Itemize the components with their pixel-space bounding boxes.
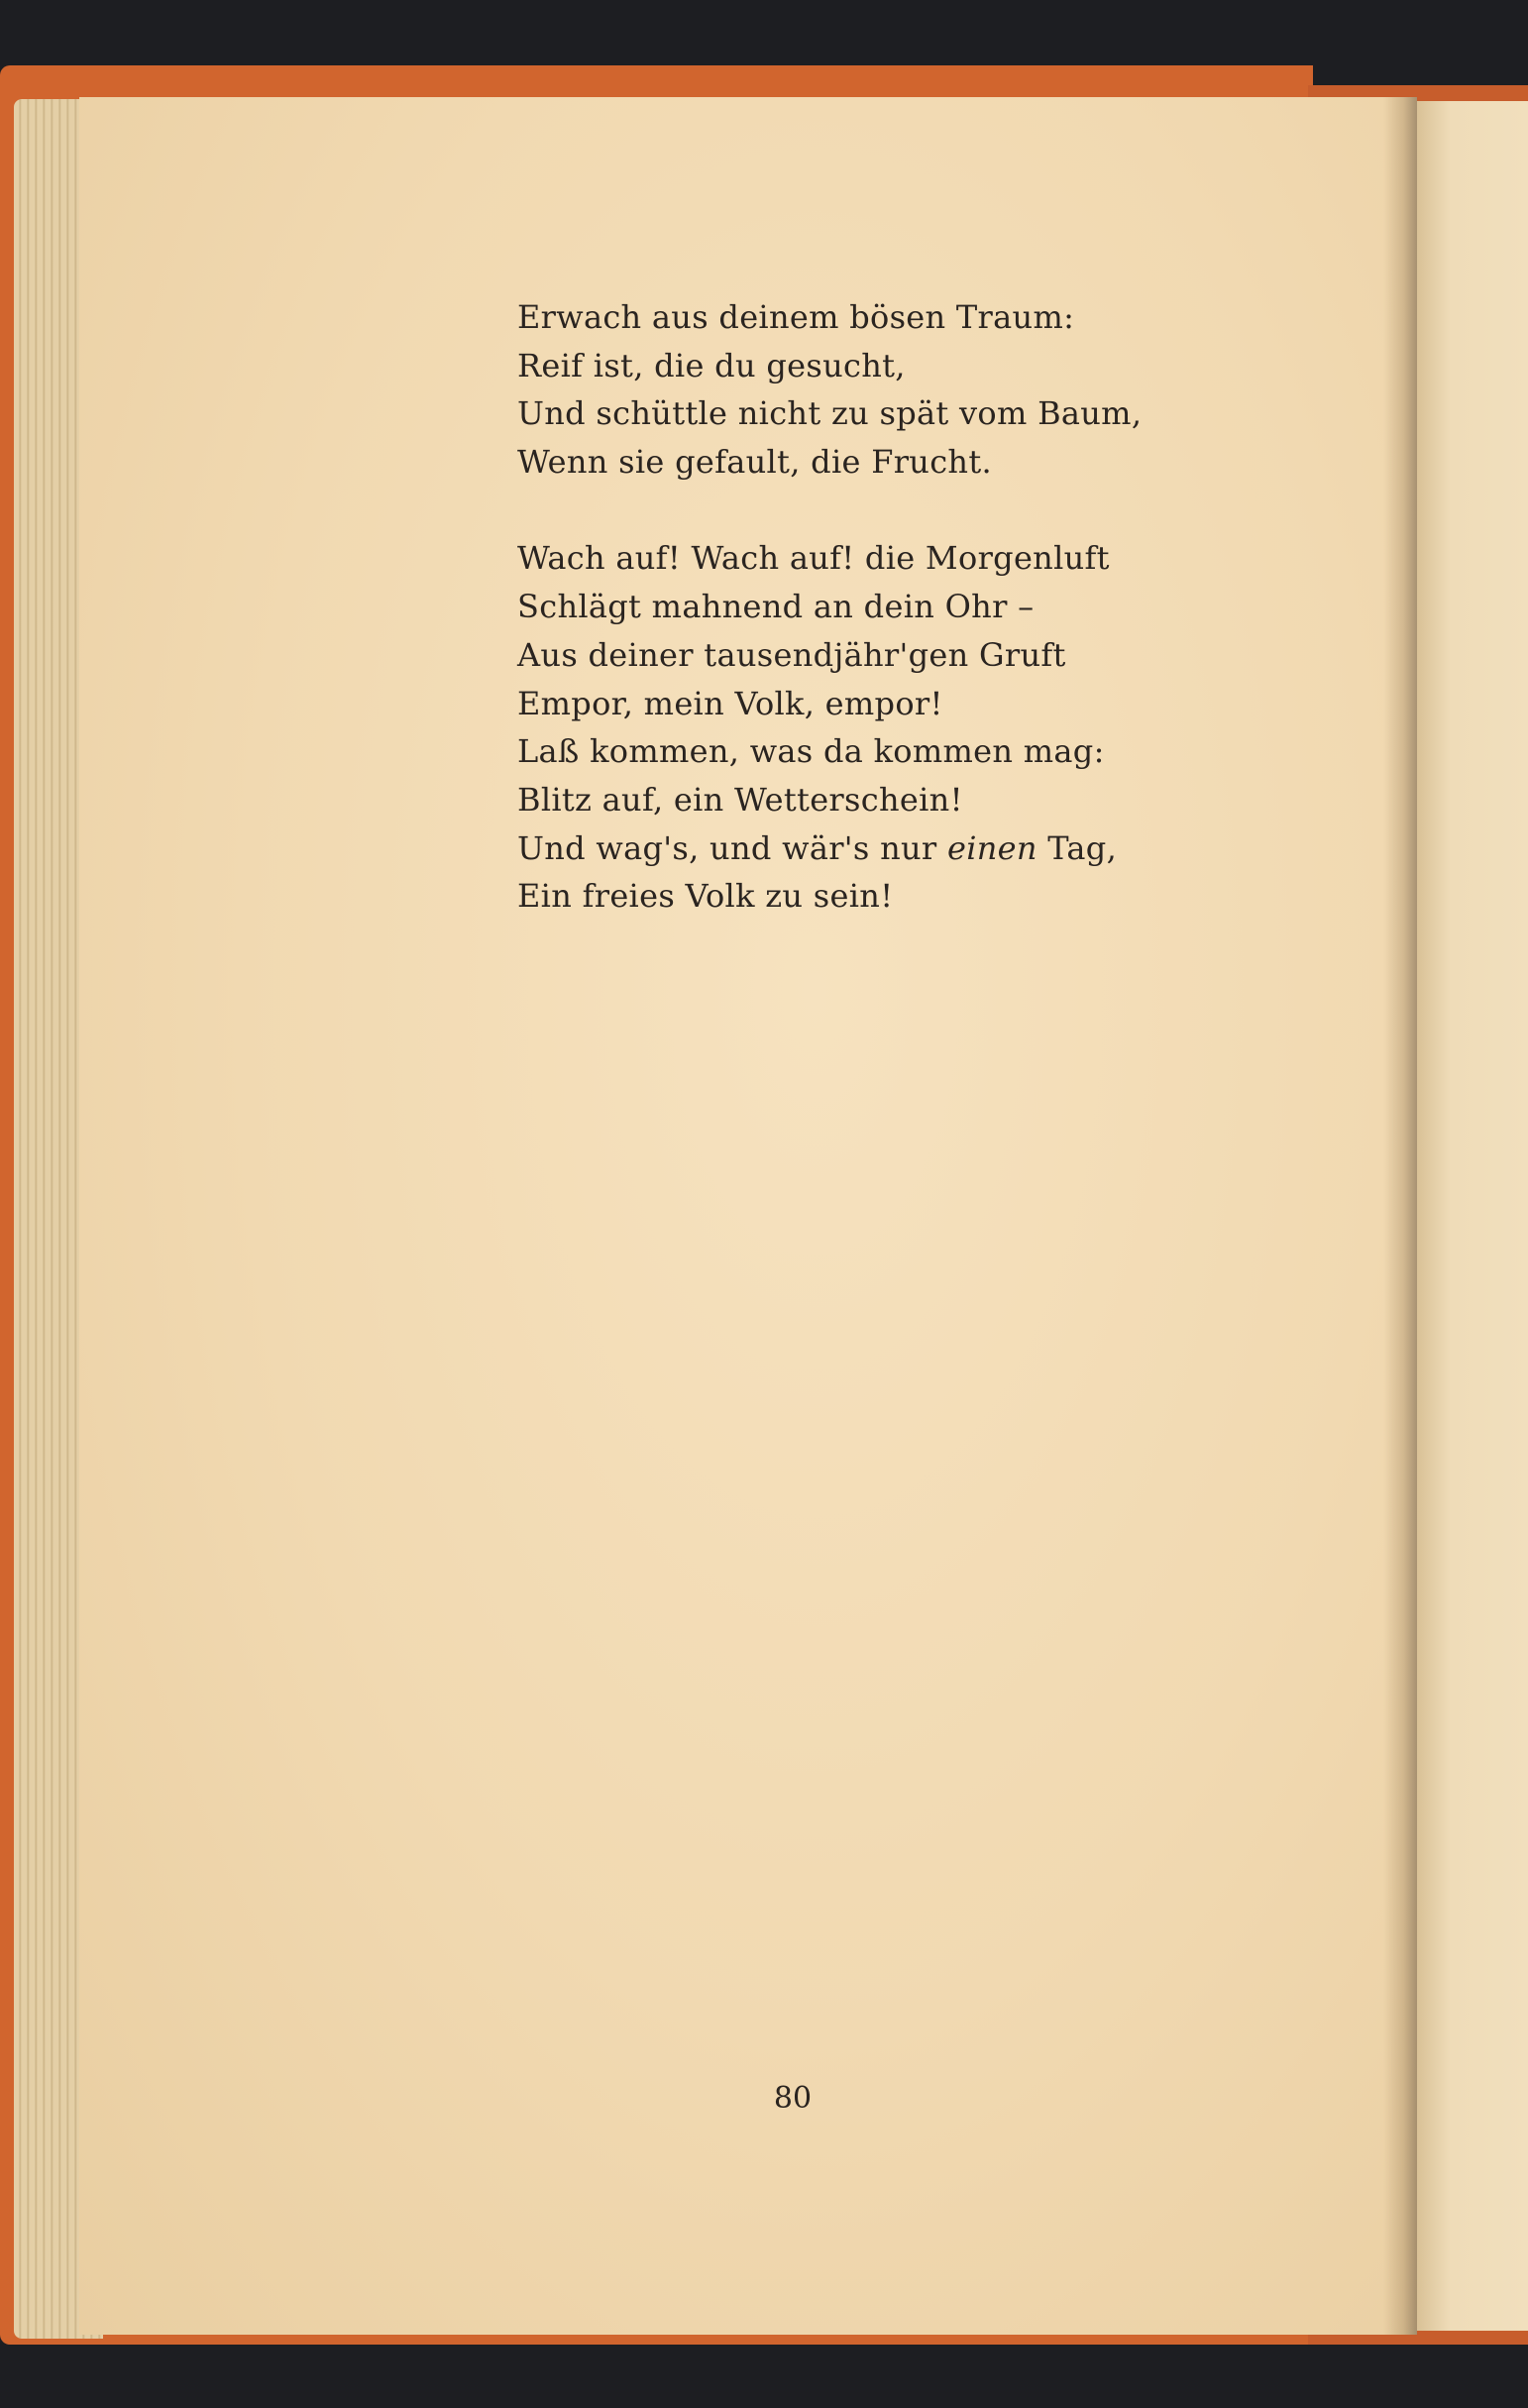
poem-line: Wenn sie gefault, die Frucht. <box>517 443 992 482</box>
poem-line: Laß kommen, was da kommen mag: <box>517 732 1105 771</box>
poem-line: Ein freies Volk zu sein! <box>517 877 894 916</box>
poem-line: Wach auf! Wach auf! die Morgenluft <box>517 539 1110 578</box>
book-gutter <box>1383 97 1417 2335</box>
poem-text <box>517 293 1211 921</box>
poem-line: Reif ist, die du gesucht, <box>517 346 906 384</box>
poem-line: Erwach aus deinem bösen Traum: <box>517 298 1075 336</box>
emphasized-word: einen <box>946 828 1037 867</box>
line-start: Und wag's, und wär's nur <box>517 828 947 867</box>
poem-line: Blitz auf, ein Wetterschein! <box>517 780 963 819</box>
facing-page <box>1417 101 1528 2331</box>
stanza-break <box>517 487 1211 535</box>
poem-line: Aus deiner tausendjähr'gen Gruft <box>517 635 1066 674</box>
poem-line: Und schüttle nicht zu spät vom Baum, <box>517 394 1143 433</box>
poem-line: Schlägt mahnend an dein Ohr – <box>517 588 1035 626</box>
page-number: 80 <box>773 2081 813 2116</box>
poem-line: Empor, mein Volk, empor! <box>517 684 943 722</box>
line-end: Tag, <box>1037 828 1118 867</box>
poem-line-emphasis <box>517 824 1211 873</box>
